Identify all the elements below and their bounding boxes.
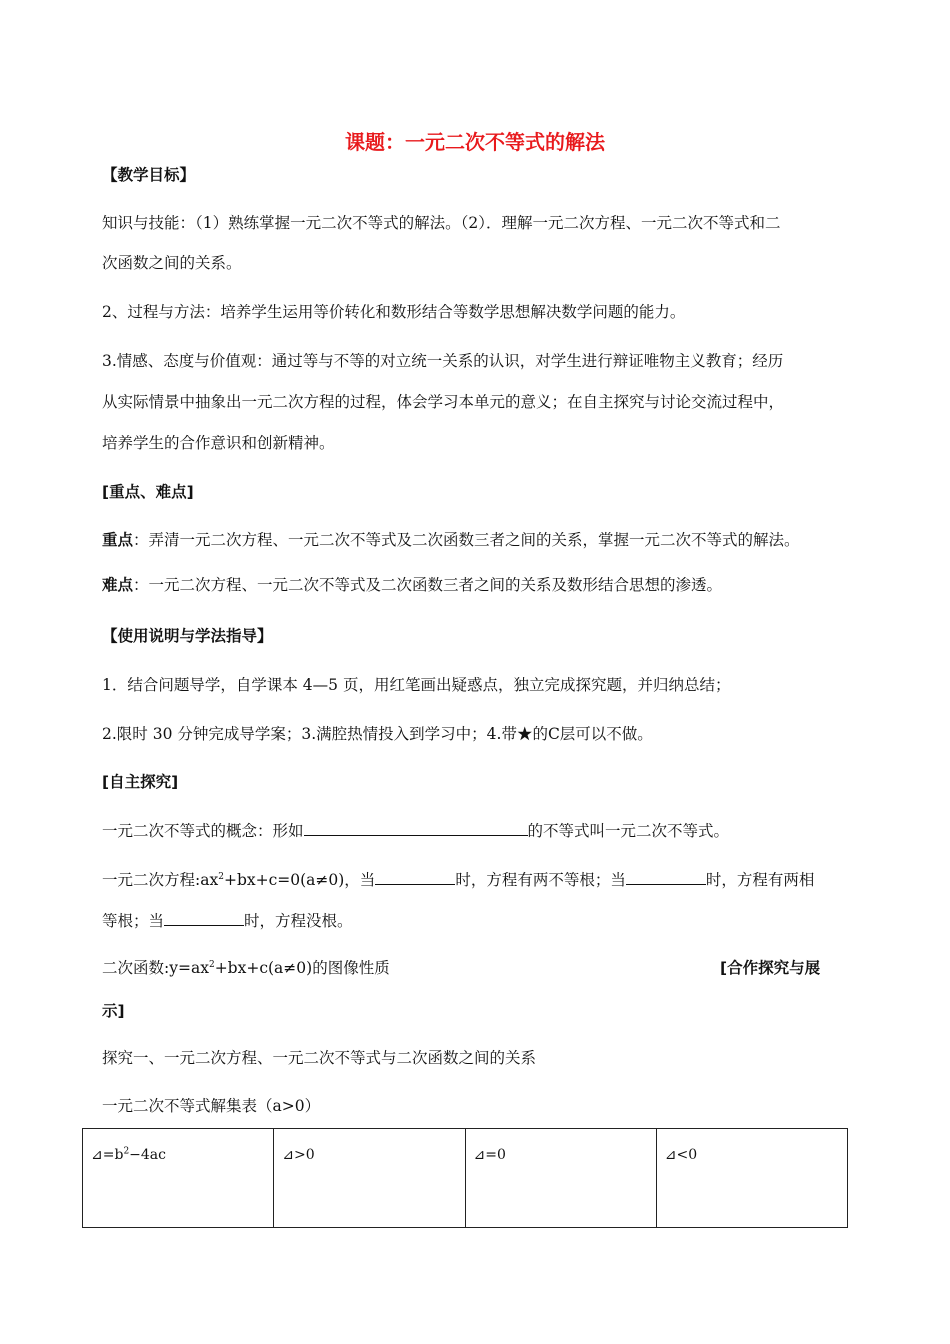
- emotion-line-1: 3.情感、态度与价值观：通过等与不等的对立统一关系的认识，对学生进行辩证唯物主义教育；经历: [102, 352, 784, 370]
- table-cell-discriminant: [83, 1129, 274, 1228]
- cooperation-heading-part-2: 示]: [102, 1002, 125, 1020]
- discriminant-suffix: −4ac: [129, 1147, 166, 1163]
- instructions-heading: 【使用说明与学法指导】: [102, 627, 273, 645]
- equation-sup: 2: [218, 871, 224, 882]
- instruction-item-1: 1．结合问题导学，自学课本 4—5 页，用红笔画出疑惑点，独立完成探究题，并归纳总结；: [102, 676, 731, 694]
- equation-mid-1: 时，方程有两不等根；当: [455, 871, 626, 889]
- key-points-heading: [重点、难点]: [102, 483, 194, 501]
- concept-line: [102, 819, 729, 842]
- equation-line-1: [102, 868, 814, 891]
- difficult-point-line: [102, 574, 722, 596]
- objectives-heading: 【教学目标】: [102, 166, 196, 184]
- equation-line2-after: 时，方程没根。: [244, 912, 353, 930]
- concept-text-before: 一元二次不等式的概念：形如: [102, 822, 304, 840]
- table-cell-negative: ⊿<0: [656, 1129, 847, 1228]
- emotion-line-2: 从实际情景中抽象出一元二次方程的过程，体会学习本单元的意义；在自主探究与讨论交流过程中，: [102, 393, 785, 411]
- process-line: 2、过程与方法：培养学生运用等价转化和数形结合等数学思想解决数学问题的能力。: [102, 303, 686, 321]
- difficult-point-text: ：一元二次方程、一元二次不等式及二次函数三者之间的关系及数形结合思想的渗透。: [133, 576, 723, 594]
- equation-prefix: 一元二次方程:ax: [102, 871, 219, 889]
- key-point-line: [102, 529, 800, 551]
- table-caption: 一元二次不等式解集表（a>0）: [102, 1097, 321, 1115]
- function-sup: 2: [208, 959, 215, 970]
- discriminant-sup: 2: [123, 1146, 130, 1157]
- equation-blank-3[interactable]: [164, 909, 244, 926]
- concept-text-after: 的不等式叫一元二次不等式。: [527, 822, 730, 840]
- knowledge-line-2: 次函数之间的关系。: [102, 254, 242, 272]
- key-point-label: 重点: [102, 531, 134, 549]
- equation-blank-1[interactable]: [375, 868, 455, 885]
- self-study-heading: [自主探究]: [102, 773, 179, 791]
- cooperation-heading-part-1: [合作探究与展: [720, 959, 821, 977]
- difficult-point-label: 难点: [102, 576, 134, 594]
- instruction-item-2: 2.限时 30 分钟完成导学案；3.满腔热情投入到学习中；4.带★的C层可以不做。: [102, 725, 653, 743]
- concept-blank[interactable]: [304, 819, 528, 836]
- key-point-text: ：弄清一元二次方程、一元二次不等式及二次函数三者之间的关系，掌握一元二次不等式的解法。: [133, 531, 800, 549]
- equation-line2-before: 等根；当: [102, 912, 165, 930]
- equation-blank-2[interactable]: [626, 868, 706, 885]
- discriminant-prefix: ⊿=b: [91, 1147, 124, 1163]
- table-cell-positive: ⊿>0: [274, 1129, 465, 1228]
- function-rest: +bx+c(a≠0)的图像性质: [214, 959, 390, 977]
- function-prefix: 二次函数:y=ax: [102, 959, 209, 977]
- knowledge-line-1: 知识与技能：（1）熟练掌握一元二次不等式的解法。（2）．理解一元二次方程、一元二次不等式和二: [102, 214, 781, 232]
- table-cell-zero: ⊿=0: [465, 1129, 656, 1228]
- equation-mid-2: 时，方程有两相: [705, 871, 815, 889]
- emotion-line-3: 培养学生的合作意识和创新精神。: [102, 434, 335, 452]
- solution-set-table: [82, 1128, 848, 1228]
- explore-one-line: 探究一、一元二次方程、一元二次不等式与二次函数之间的关系: [102, 1049, 537, 1067]
- table-row: [83, 1129, 848, 1228]
- equation-line-2: [102, 909, 353, 932]
- equation-rest: +bx+c=0(a≠0)，当: [223, 871, 376, 889]
- page-title: 课题：一元二次不等式的解法: [345, 130, 605, 154]
- function-line: [102, 957, 390, 979]
